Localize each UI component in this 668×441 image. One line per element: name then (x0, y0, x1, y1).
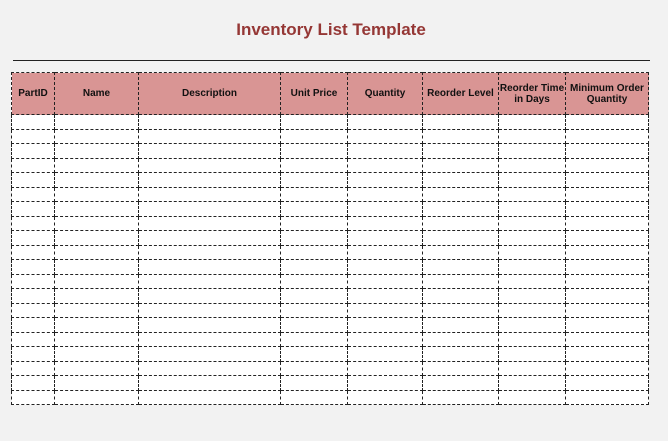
table-cell[interactable] (348, 318, 423, 333)
table-cell[interactable] (55, 260, 139, 275)
table-cell[interactable] (499, 289, 566, 304)
table-cell[interactable] (499, 202, 566, 217)
table-cell[interactable] (139, 144, 281, 159)
table-cell[interactable] (499, 158, 566, 173)
table-row (12, 361, 649, 376)
table-row (12, 216, 649, 231)
table-cell[interactable] (12, 216, 55, 231)
table-cell[interactable] (139, 332, 281, 347)
table-cell[interactable] (12, 303, 55, 318)
table-cell[interactable] (139, 318, 281, 333)
table-cell[interactable] (423, 318, 499, 333)
table-cell[interactable] (139, 129, 281, 144)
table-cell[interactable] (55, 274, 139, 289)
table-cell[interactable] (348, 390, 423, 405)
table-cell[interactable] (12, 187, 55, 202)
table-row (12, 390, 649, 405)
table-cell[interactable] (55, 158, 139, 173)
table-cell[interactable] (499, 115, 566, 130)
table-cell[interactable] (281, 202, 348, 217)
table-row (12, 289, 649, 304)
inventory-table (11, 72, 649, 405)
table-cell[interactable] (348, 202, 423, 217)
table-cell[interactable] (566, 158, 649, 173)
table-cell[interactable] (499, 144, 566, 159)
table-cell[interactable] (281, 390, 348, 405)
table-cell[interactable] (12, 129, 55, 144)
table-cell[interactable] (55, 231, 139, 246)
column-header-description: Description (139, 73, 281, 115)
table-cell[interactable] (281, 144, 348, 159)
table-cell[interactable] (348, 289, 423, 304)
table-cell[interactable] (423, 332, 499, 347)
table-cell[interactable] (499, 129, 566, 144)
table-cell[interactable] (499, 231, 566, 246)
column-header-partid: PartID (12, 73, 55, 115)
table-cell[interactable] (12, 245, 55, 260)
table-cell[interactable] (423, 260, 499, 275)
table-cell[interactable] (55, 390, 139, 405)
table-cell[interactable] (281, 260, 348, 275)
table-cell[interactable] (566, 274, 649, 289)
table-cell[interactable] (12, 260, 55, 275)
table-cell[interactable] (566, 332, 649, 347)
table-cell[interactable] (281, 231, 348, 246)
table-cell[interactable] (281, 318, 348, 333)
table-row (12, 332, 649, 347)
table-cell[interactable] (499, 390, 566, 405)
table-cell[interactable] (139, 115, 281, 130)
table-cell[interactable] (281, 245, 348, 260)
table-cell[interactable] (12, 318, 55, 333)
table-cell[interactable] (348, 144, 423, 159)
table-body (12, 115, 649, 405)
table-cell[interactable] (281, 361, 348, 376)
table-cell[interactable] (566, 202, 649, 217)
table-cell[interactable] (566, 260, 649, 275)
table-cell[interactable] (139, 390, 281, 405)
table-cell[interactable] (423, 129, 499, 144)
column-header-quantity: Quantity (348, 73, 423, 115)
column-header-reorder-time: Reorder Time in Days (499, 73, 566, 115)
table-cell[interactable] (12, 361, 55, 376)
table-cell[interactable] (281, 115, 348, 130)
table-cell[interactable] (423, 347, 499, 362)
table-cell[interactable] (281, 303, 348, 318)
table-cell[interactable] (281, 187, 348, 202)
column-header-unit-price: Unit Price (281, 73, 348, 115)
table-row (12, 187, 649, 202)
table-cell[interactable] (55, 303, 139, 318)
table-cell[interactable] (139, 173, 281, 188)
table-cell[interactable] (423, 303, 499, 318)
table-cell[interactable] (55, 129, 139, 144)
table-cell[interactable] (566, 144, 649, 159)
table-cell[interactable] (566, 289, 649, 304)
table-cell[interactable] (499, 274, 566, 289)
table-cell[interactable] (566, 187, 649, 202)
table-cell[interactable] (139, 376, 281, 391)
table-cell[interactable] (499, 187, 566, 202)
table-cell[interactable] (423, 187, 499, 202)
table-cell[interactable] (348, 216, 423, 231)
table-cell[interactable] (348, 245, 423, 260)
table-cell[interactable] (281, 173, 348, 188)
table-cell[interactable] (499, 245, 566, 260)
table-cell[interactable] (348, 303, 423, 318)
table-row (12, 376, 649, 391)
table-row (12, 129, 649, 144)
table-cell[interactable] (348, 173, 423, 188)
table-row (12, 231, 649, 246)
table-cell[interactable] (566, 231, 649, 246)
table-cell[interactable] (12, 115, 55, 130)
table-row (12, 260, 649, 275)
table-cell[interactable] (499, 376, 566, 391)
table-row (12, 202, 649, 217)
table-cell[interactable] (566, 318, 649, 333)
table-cell[interactable] (348, 332, 423, 347)
table-cell[interactable] (499, 318, 566, 333)
table-cell[interactable] (423, 158, 499, 173)
table-cell[interactable] (566, 361, 649, 376)
table-cell[interactable] (566, 129, 649, 144)
table-cell[interactable] (499, 173, 566, 188)
table-cell[interactable] (12, 173, 55, 188)
table-cell[interactable] (281, 158, 348, 173)
table-row (12, 303, 649, 318)
table-row (12, 158, 649, 173)
title-divider (13, 60, 650, 61)
table-cell[interactable] (566, 173, 649, 188)
table-cell[interactable] (55, 202, 139, 217)
table-cell[interactable] (348, 231, 423, 246)
table-row (12, 173, 649, 188)
table-cell[interactable] (566, 390, 649, 405)
table-cell[interactable] (55, 332, 139, 347)
table-cell[interactable] (348, 129, 423, 144)
table-cell[interactable] (139, 216, 281, 231)
table-cell[interactable] (139, 260, 281, 275)
table-cell[interactable] (348, 361, 423, 376)
table-cell[interactable] (55, 173, 139, 188)
table-cell[interactable] (139, 347, 281, 362)
table-cell[interactable] (281, 289, 348, 304)
table-cell[interactable] (139, 187, 281, 202)
table-cell[interactable] (12, 202, 55, 217)
table-cell[interactable] (348, 260, 423, 275)
table-cell[interactable] (55, 289, 139, 304)
table-cell[interactable] (423, 173, 499, 188)
table-cell[interactable] (423, 376, 499, 391)
table-cell[interactable] (348, 158, 423, 173)
table-cell[interactable] (348, 115, 423, 130)
table-cell[interactable] (348, 187, 423, 202)
table-cell[interactable] (12, 158, 55, 173)
table-cell[interactable] (423, 115, 499, 130)
table-cell[interactable] (139, 303, 281, 318)
column-header-min-order-qty: Minimum Order Quantity (566, 73, 649, 115)
table-row (12, 274, 649, 289)
table-cell[interactable] (499, 347, 566, 362)
table-row (12, 115, 649, 130)
table-cell[interactable] (12, 289, 55, 304)
header-row (12, 73, 649, 115)
table-cell[interactable] (423, 245, 499, 260)
table-cell[interactable] (566, 115, 649, 130)
table-cell[interactable] (12, 274, 55, 289)
table-cell[interactable] (55, 318, 139, 333)
table-cell[interactable] (566, 347, 649, 362)
table-cell[interactable] (499, 303, 566, 318)
table-cell[interactable] (12, 231, 55, 246)
table-cell[interactable] (499, 260, 566, 275)
table-cell[interactable] (12, 347, 55, 362)
table-cell[interactable] (12, 144, 55, 159)
table-cell[interactable] (499, 332, 566, 347)
table-cell[interactable] (55, 361, 139, 376)
table-cell[interactable] (423, 216, 499, 231)
table-cell[interactable] (281, 347, 348, 362)
page-title: Inventory List Template (236, 20, 426, 39)
table-row (12, 318, 649, 333)
table-cell[interactable] (55, 115, 139, 130)
table-cell[interactable] (55, 144, 139, 159)
table-cell[interactable] (139, 202, 281, 217)
table-cell[interactable] (499, 216, 566, 231)
table-cell[interactable] (423, 274, 499, 289)
table-cell[interactable] (281, 274, 348, 289)
table-cell[interactable] (281, 376, 348, 391)
table-cell[interactable] (12, 390, 55, 405)
table-cell[interactable] (139, 245, 281, 260)
table-cell[interactable] (139, 274, 281, 289)
table-cell[interactable] (348, 347, 423, 362)
table-cell[interactable] (348, 274, 423, 289)
table-cell[interactable] (139, 289, 281, 304)
column-header-name: Name (55, 73, 139, 115)
table-row (12, 245, 649, 260)
table-cell[interactable] (566, 216, 649, 231)
table-cell[interactable] (281, 129, 348, 144)
table-cell[interactable] (55, 216, 139, 231)
table-cell[interactable] (55, 347, 139, 362)
table-cell[interactable] (566, 245, 649, 260)
table-cell[interactable] (12, 332, 55, 347)
column-header-reorder-level: Reorder Level (423, 73, 499, 115)
table-cell[interactable] (12, 376, 55, 391)
table-cell[interactable] (55, 187, 139, 202)
table-cell[interactable] (281, 332, 348, 347)
table-cell[interactable] (423, 231, 499, 246)
table-cell[interactable] (423, 361, 499, 376)
table-cell[interactable] (55, 376, 139, 391)
table-cell[interactable] (139, 361, 281, 376)
table-row (12, 347, 649, 362)
table-cell[interactable] (423, 289, 499, 304)
table-cell[interactable] (139, 231, 281, 246)
table-cell[interactable] (566, 303, 649, 318)
table-row (12, 144, 649, 159)
table-cell[interactable] (423, 202, 499, 217)
table-cell[interactable] (499, 361, 566, 376)
table-cell[interactable] (139, 158, 281, 173)
table-cell[interactable] (423, 390, 499, 405)
table-cell[interactable] (281, 216, 348, 231)
table-cell[interactable] (348, 376, 423, 391)
table-cell[interactable] (423, 144, 499, 159)
table-cell[interactable] (566, 376, 649, 391)
table-cell[interactable] (55, 245, 139, 260)
